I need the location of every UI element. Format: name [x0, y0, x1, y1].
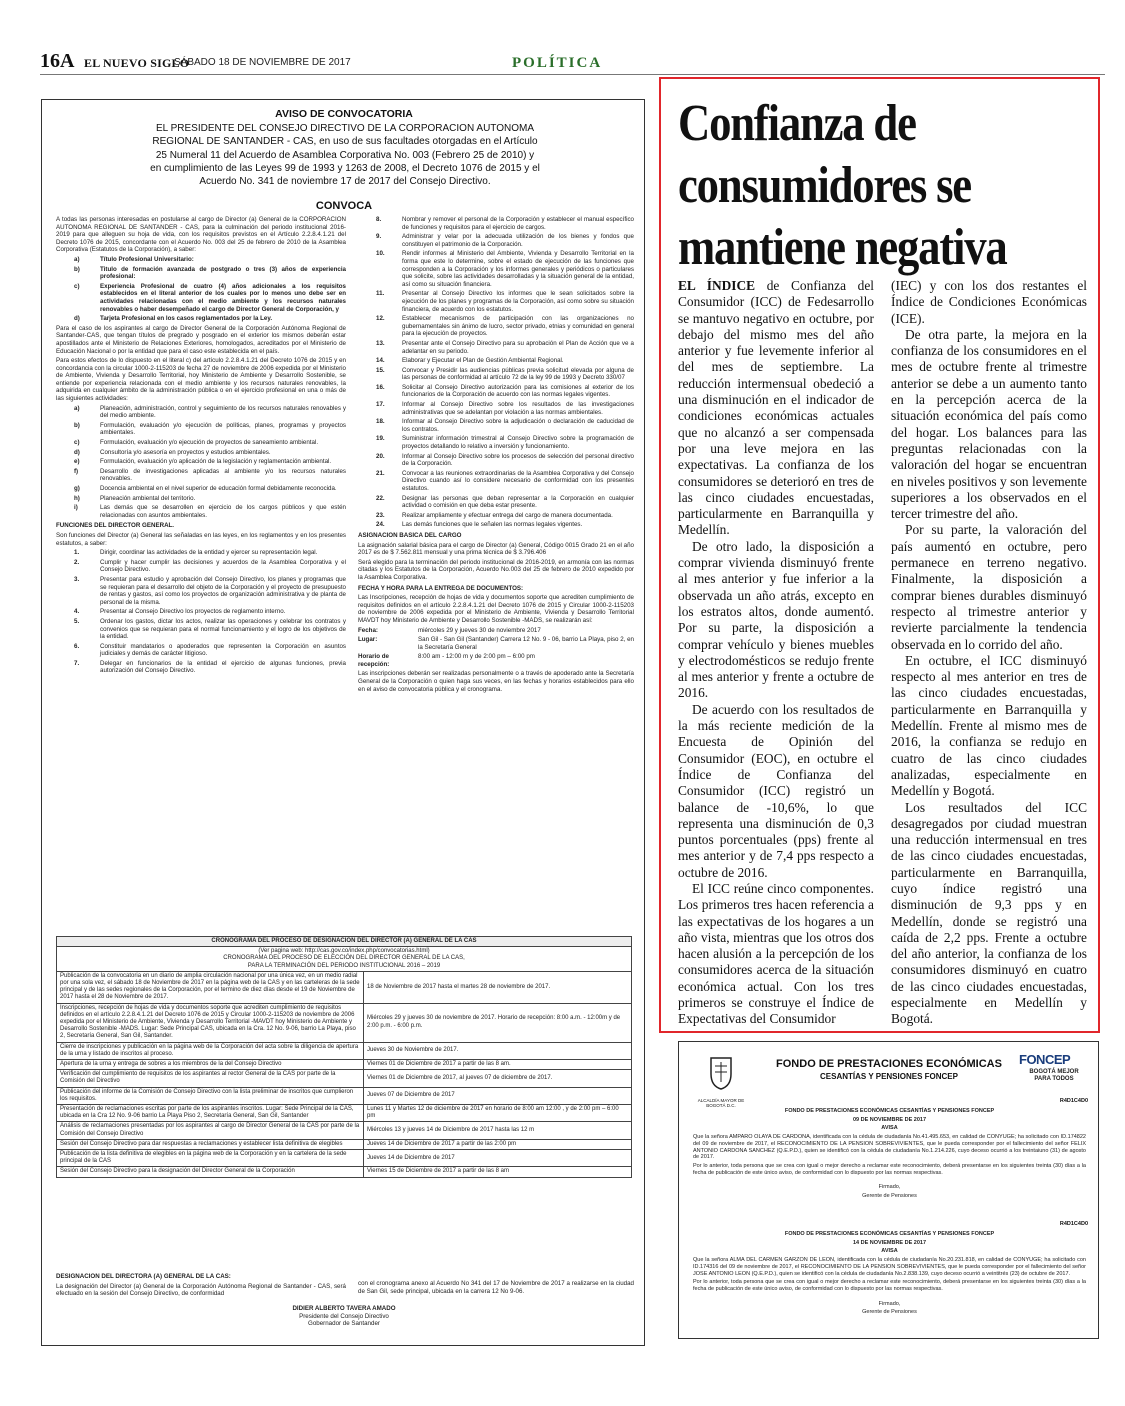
functions-heading: FUNCIONES DEL DIRECTOR GENERAL. [56, 522, 175, 530]
schedule-title: CRONOGRAMA DEL PROCESO DE DESIGNACION DEL DIRECTOR (A) GENERAL DE LA CAS [57, 937, 632, 947]
list-item: 23. Realizar ampliamente y efectuar entrega del cargo de manera documentada. [376, 511, 613, 519]
horario-row: Horario de recepción: 8:00 am - 12:00 m y de 2:00 pm – 6:00 pm [358, 653, 535, 668]
schedule-date: Viernes 15 de Diciembre de 2017 a partir de las 8 am [364, 1167, 632, 1177]
schedule-date: Jueves 14 de Diciembre de 2017 [364, 1150, 632, 1167]
list-item: 14. Elaborar y Ejecutar el Plan de Gestión Ambiental Regional. [376, 357, 564, 365]
notice-paragraph: Son funciones del Director (a) General las señaladas en las leyes, en los reglamentos y en los presentes estatutos, a saber: [56, 531, 346, 547]
table-row [57, 1122, 632, 1139]
notice-title: AVISO DE CONVOCATORIA [275, 108, 413, 120]
schedule-activity: Sesión del Consejo Directivo para dar respuestas a reclamaciones y establecer lista definitiva de elegibles [57, 1139, 364, 1149]
designation-text: con el cronograma anexo al Acuerdo No 341 del 17 de Noviembre de 2017 a realizarse en la ciudad de San Gil, sede principal, ubicada en la carrera 12 No 9-06. [358, 1280, 634, 1295]
signature-block [42, 1305, 646, 1328]
schedule-date: Miércoles 13 y jueves 14 de Diciembre de 2017 hasta las 12 m [364, 1122, 632, 1139]
designation-left [56, 1273, 346, 1300]
article-paragraph: El ICC reúne cinco componentes. Los primeros tres hacen referencia a las expectativas de los hogares a un año vista, mientras que los otros dos hacen alusión a la percepción de los consumidores acerca de la situación económica actual. Con los tres primeros se construye el Índice de Expectativas del Consumidor [678, 880, 874, 1027]
notice-paragraph: Para el caso de los aspirantes al cargo de Director General de la Corporación Autónoma Regional de Santander-CAS, que tengan títulos de pregrado y posgrado en el exterior los mismos deberán estar apostillados ante el Ministerio de Relaciones Exteriores, homologados, acreditados por el Ministerio de Educación Nacional o por la entidad que para el caso este establecida en el país. [56, 324, 346, 355]
list-item: 4. Presentar al Consejo Directivo los proyectos de reglamento interno. [74, 608, 286, 616]
list-item: 22. Designar las personas que deban representar a la Corporación en cualquier actividad o comisión en que deba estar presente. [376, 494, 634, 510]
list-item: 7. Delegar en funcionarios de la entidad el ejercicio de algunas funciones, previa autorización del Consejo Directivo. [74, 659, 346, 675]
schedule-table [56, 936, 632, 1178]
issue-date: SÁBADO 18 DE NOVIEMBRE DE 2017 [174, 57, 351, 68]
article-paragraph: De acuerdo con los resultados de la más reciente medición de la Encuesta de Opinión del Consumidor (EOC), en octubre el Índice de Confianza del Consumidor (ICC) registró un balance de -10,6%, lo que representa una disminución de 0,3 puntos porcentuales (pps) frente al mes anterior y de 7,4 pps respecto a octubre de 2016. [678, 701, 874, 880]
activities-list [56, 405, 346, 520]
table-row [57, 1003, 632, 1042]
docs-heading: FECHA Y HORA PARA LA ENTREGA DE DOCUMENTOS: [358, 584, 524, 592]
signature-name: DIDIER ALBERTO TAVERA AMADO [292, 1305, 396, 1312]
foncep-aviso-2: FONDO DE PRESTACIONES ECONÓMICAS CESANTÍAS Y PENSIONES FONCEP 14 DE NOVIEMBRE DE 2017 AVISA Que la señora ALMA DEL CARMEN GARZON DE LEON, identificada con la cédula de ciudadanía No.20.231.818, en calidad de CONYUGE; ha solicitado con ID.174316 del 09 de noviembre de 2017, el RECONOCIMIENTO DE LA PENSION SOBREVIVIENTES, que le pueda corresponder por el fallecimiento del señor JOSE ANTONIO LEON (Q.E.P.D.), quien se identificó con la cédula de ciudadanía No.2.838.139, cuyo deceso ocurrió a veintitrés (23) de octubre de 2017. Por lo anterior, toda persona que se crea con igual o mejor derecho a reclamar este reconocimiento, deberá presentarse en los siguientes treinta (30) días a la fecha de publicación de este único aviso, de conformidad con lo dispuesto por las normas respectivas. Firmado, Gerente de Pensiones [693, 1231, 1086, 1316]
salary-text: La asignación salarial básica para el cargo de Director (a) General, Código 0015 Grado 21 en el año 2017 es de $ 7.562.811 mensual y una prima técnica de $ 3.796.406 [358, 541, 634, 557]
foncep-subtitle: CESANTÍAS Y PENSIONES FONCEP [820, 1072, 958, 1081]
schedule-header: (Ver pagina web: http://cas.gov.co/index.php/convocatorias.html) CRONOGRAMA DEL PROCESO DE ELECCIÓN DEL DIRECTOR GENERAL DE LA CAS, PARA LA TERMINACIÓN DEL PERIODO INSTITUCIONAL 2016 – 2019 [57, 947, 632, 972]
list-item: 20. Informar al Consejo Directivo sobre los procesos de selección del personal directivo de la Corporación. [376, 452, 634, 468]
schedule-activity: Apertura de la urna y entrega de sobres a los miembros de la del Consejo Directivo [57, 1060, 364, 1070]
functions-list-left [56, 549, 346, 675]
list-item: 2. Cumplir y hacer cumplir las decisiones y acuerdos de la Asamblea Corporativa y el Consejo Directivo. [74, 558, 346, 574]
designation-text: La designación del Director (a) General de la Corporación Autónoma Regional de Santander - CAS, será efectuado en la sesión del Consejo Directivo, de conformidad [56, 1282, 346, 1298]
list-item: c) Experiencia Profesional de cuatro (4) años adicionales a los requisitos establecidos en el literal anterior de los cuales por lo menos uno debe ser en actividades relacionadas con el medio ambiente y los recursos naturales renovables o haber desempeñado el cargo de Director General de Corporación, y [74, 282, 346, 313]
article-paragraph: Por su parte, la valoración del país aumentó en octubre, pero permanece en terreno negativo. Finalmente, la disposición a comprar bienes durables disminuyó respecto al trimestre anterior y revierte parcialmente la tendencia observada en lo corrido del año. [891, 522, 1087, 652]
list-item: 17. Informar al Consejo Directivo sobre los resultados de las investigaciones administrativas que se adelantan por violación a las normas ambientales. [376, 401, 634, 416]
bogota-shield-icon [709, 1056, 733, 1090]
list-item: 6. Constituir mandatarios o apoderados que representen la Corporación en asuntos judiciales y demás de carácter litigioso. [74, 642, 346, 658]
page-number: 16A [40, 50, 75, 72]
foncep-title: FONDO DE PRESTACIONES ECONÓMICAS [776, 1058, 1002, 1070]
table-row [57, 1070, 632, 1087]
alcaldia-label: ALCALDÍA MAYOR DE BOGOTÁ D.C. [697, 1098, 745, 1108]
schedule-date: Jueves 14 de Diciembre de 2017 a partir de las 2:00 pm [364, 1139, 632, 1149]
newspaper-name: EL NUEVO SIGLO [84, 56, 190, 70]
schedule-activity: Publicación de la convocatoria en un diario de amplia circulación nacional por una única vez, en un medio radial por una sola vez, el sábado 18 de Noviembre de 2017 en la página web de la CAS y en las carteleras de la sede principal y de las sedes regionales de la Corporación, por el termino de diez días desde el 19 de Noviembre de 2017 hasta el 28 de Noviembre de 2017. [57, 971, 364, 1003]
table-row [57, 1150, 632, 1167]
article-paragraph: De otra parte, la mejora en la confianza de los consumidores en el mes de octubre frente al trimestre anterior se debe a un aumento tanto en la percepción acerca de la situación económica del país como del hogar. Los balances para las preguntas relacionadas con la valoración del hogar se encuentran en niveles positivos y son levemente superiores a los observados en el tercer trimestre del año. [891, 326, 1087, 522]
article-paragraph: (IEC) y con los dos restantes el Índice de Condiciones Económicas (ICE). [891, 278, 1087, 326]
list-item: 1. Dirigir, coordinar las actividades de la entidad y ejercer su representación legal. [74, 549, 318, 557]
notice-intro: EL PRESIDENTE DEL CONSEJO DIRECTIVO DE LA CORPORACION AUTONOMA REGIONAL DE SANTANDER - CAS, en uso de sus facultades otorgadas en el Artículo 25 Numeral 11 del Acuerdo de Asamblea Corporativa No. 003 (Febrero 25 de 2010) y en cumplimiento de las Leyes 99 de 1993 y 1263 de 2008, el Decreto 1076 de 2015 y el Acuerdo No. 341 de noviembre 17 de 2017 del Consejo Directivo. [150, 123, 540, 188]
foncep-notice [678, 1041, 1099, 1339]
list-item: 5. Ordenar los gastos, dictar los actos, realizar las operaciones y celebrar los contratos y convenios que se requieran para el normal funcionamiento y el logro de los objetivos de la entidad. [74, 617, 346, 641]
article-column-1 [678, 278, 874, 1028]
period-text: Será elegido para la terminación del periodo institucional de 2016-2019, en armonía con las normas citadas y los Estatutos de la Corporación, Acuerdo No.003 del 25 de febrero de 2010 expedido por la Asamblea Corporativa. [358, 558, 634, 581]
list-item: 19. Suministrar información trimestral al Consejo Directivo sobre la programación de proyectos detallando lo relativo a inversión y funcionamiento. [376, 435, 634, 451]
schedule-activity: Presentación de reclamaciones escritas por parte de los aspirantes inscritos. Lugar: Sede Principal de la CAS, ubicada en la Cra 12 No. 9-06 barrio La Playa Piso 2, Secretaría General, San Gil, Santander [57, 1105, 364, 1122]
list-item: 8. Nombrar y remover el personal de la Corporación y establecer el manual específico de funciones y requisitos para el ejercicio de cargos. [376, 216, 634, 231]
signature-role: Presidente del Consejo Directivo [299, 1312, 389, 1320]
table-row [57, 1042, 632, 1059]
schedule-date: 18 de Noviembre de 2017 hasta el martes 28 de noviembre de 2017. [364, 971, 632, 1003]
list-item: h) Planeación ambiental del territorio. [74, 494, 196, 502]
list-item: 13. Presentar ante el Consejo Directivo para su aprobación el Plan de Acción que ve a adelantar en su periodo. [376, 339, 634, 355]
schedule-date: Jueves 30 de Noviembre de 2017. [364, 1042, 632, 1059]
list-item: 10. Rendir informes al Ministerio del Ambiente, Vivienda y Desarrollo Territorial en la forma que este lo determine, sobre el estado de ejecución de las funciones que corresponden a la Corporación y los informes generales y periódicos o particulares que solicite, sobre las actividades desarrolladas y la situación general de la entidad, así como su situación financiera. [376, 250, 634, 288]
list-item: g) Docencia ambiental en el nivel superior de educación formal debidamente reconocida. [74, 485, 337, 492]
schedule-activity: Sesión del Consejo Directivo para la designación del Director General de la Corporación [57, 1167, 364, 1177]
schedule-activity: Publicación del informe de la Comisión de Consejo Directivo con la lista preliminar de inscritos que cumplieron los requisitos. [57, 1087, 364, 1104]
notice-paragraph: Para estos efectos de lo dispuesto en el literal c) del artículo 2.2.8.4.1.21 del Decreto 1076 de 2015 y en concordancia con la circular 1000-2-115203 de fecha 27 de noviembre de 2006 expedida por el Ministerio de Ambiente, Vivienda y Desarrollo Territorial, hoy Ministerio de Ambiente y Desarrollo Sostenible, se entiende por experiencia relacionada con el medio ambiente y los recursos naturales renovables, la adquirida en cualquier ámbito de la administración pública o en el ejercicio profesional en una o más de las siguientes actividades: [56, 357, 346, 403]
notice-convoca: CONVOCA [315, 200, 373, 212]
header-rule [40, 74, 1105, 75]
schedule-date: Viernes 01 de Diciembre de 2017 a partir de las 8 am. [364, 1060, 632, 1070]
table-row [57, 1105, 632, 1122]
foncep-logo: FONCEP BOGOTÁ MEJOR PARA TODOS [1019, 1052, 1079, 1082]
article-column-2 [891, 278, 1087, 1028]
schedule-date: Lunes 11 y Martes 12 de diciembre de 2017 en horario de 8:00 am 12:00 , y de 2:00 pm – 6:00 pm [364, 1105, 632, 1122]
list-item: 18. Informar al Consejo Directivo sobre la adjudicación o declaración de caducidad de los contratos. [376, 418, 634, 433]
table-row [57, 1139, 632, 1149]
list-item: 15. Convocar y Presidir las audiencias públicas previa solicitud elevada por alguna de las personas de conformidad al artículo 72 de la ley 99 de 1993 y Decreto 330/07 [376, 366, 634, 382]
notice-code: R4D1C4D0 [1059, 1098, 1088, 1104]
designation-heading: DESIGNACION DEL DIRECTORA (A) GENERAL DE LA CAS: [56, 1273, 231, 1280]
foncep-aviso-1: FONDO DE PRESTACIONES ECONÓMICAS CESANTÍAS Y PENSIONES FONCEP 09 DE NOVIEMBRE DE 2017 AVISA Que la señora AMPARO OLAYA DE CARDONA, identificada con la cédula de ciudadanía No.41.495.653, en calidad de CONYUGE; ha solicitado con ID.174822 del 09 de noviembre de 2017, el RECONOCIMIENTO DE LA PENSION SOBREVIVIENTES, que le pueda corresponder por el fallecimiento del señor FELIX ANTONIO CARDONA SANCHEZ (Q.E.P.D.), quien se identificó con la cédula de ciudadanía No.1.214.226, cuyo deceso ocurrió a los treintaiuno (31) de agosto de 2017. Por lo anterior, toda persona que se crea con igual o mejor derecho a reclamar este reconocimiento, deberá presentarse en los siguientes treinta (30) días a la fecha de publicación de este único aviso, de conformidad con lo dispuesto por las normas respectivas. Firmado, Gerente de Pensiones [693, 1108, 1086, 1200]
notice-left-column [56, 216, 346, 677]
list-item: i) Las demás que se desarrollen en ejercicio de los cargos públicos y que estén relacionadas con asuntos ambientales. [74, 504, 346, 519]
article-headline: Confianza de consumidores se mantiene negativa [678, 95, 1007, 276]
schedule-activity: Inscripciones, recepción de hojas de vida y documentos soporte que acrediten cumplimiento de requisitos definidos en el artículo 2.2.8.4.1.21 del Decreto 1076 de 2015 y Circular 1000-2-115203 de noviembre de 2006 expedida por el Ministerio de Ambiente, Vivienda y Desarrollo Territorial -MAVDT hoy Ministerio de Ambiente y Desarrollo Sostenible -MADS. Lugar: Sede Principal CAS, ubicada en la Cra. 12 No. 9-06, barrio La Playa, piso 2, Secretaría General, San Gil, Santander. [57, 1003, 364, 1042]
fecha-row: Fecha: miércoles 29 y jueves 30 de noviembre 2017 [358, 626, 541, 634]
schedule-activity: Publicación de la lista definitiva de elegibles en la página web de la Corporación y en la cartelera de la sede principal de la CAS [57, 1150, 364, 1167]
list-item: c) Formulación, evaluación y/o ejecución de proyectos de saneamiento ambiental. [74, 439, 319, 447]
designation-right [358, 1280, 634, 1297]
list-item: 12. Establecer mecanismos de participación con las organizaciones no gubernamentales sin ánimo de lucro, sector privado, etnias y comunidad en general para la ejecución de proyectos. [376, 315, 634, 338]
schedule-date: Viernes 01 de Diciembre de 2017, al jueves 07 de diciembre de 2017. [364, 1070, 632, 1087]
list-item: f) Desarrollo de investigaciones aplicadas al ambiente y/o los recursos naturales renovables. [74, 467, 346, 483]
notice-paragraph: A todas las personas interesadas en postularse al cargo de Director (a) General de la CORPORACION AUTONOMA REGIONAL DE SANTANDER - CAS, para la culminación del periodo institucional 2016-2019 para que alleguen su hoja de vida, con los requisitos previstos en el Artículo 2.2.8.4.1.21 del Decreto 1076 de 2015, concordante con el Acuerdo No. 003 del 25 de febrero de 2010 de la Asamblea Corporativa (Estatutos de la Corporación), a saber: [56, 216, 346, 254]
article-paragraph: EL ÍNDICE de Confianza del Consumidor (ICC) de Fedesarrollo se mantuvo negativo en octubre, por debajo del mismo mes del año anterior y fue levemente inferior al del mes de septiembre. La reducción intermensual obedeció a una disminución en el indicador de condiciones económicas actuales que no alcanzó a ser compensada por una leve mejora en las expectativas. La confianza de los consumidores se deterioró en tres de las cinco ciudades encuestadas, particularmente en Barranquilla y Medellín. [678, 278, 874, 538]
schedule-activity: Verificación del cumplimiento de requisitos de los aspirantes al rector General de la CAS por parte de la Comisión del Directivo [57, 1070, 364, 1087]
schedule-date: Jueves 07 de Diciembre de 2017 [364, 1087, 632, 1104]
article-paragraph: De otro lado, la disposición a comprar vivienda disminuyó frente al mes anterior y fue inferior a la observada un año atrás, excepto en los estratos altos, donde aumentó. Por su parte, la disposición a comprar vehículo y bienes muebles y electrodomésticos se redujo frente al mes anterior y frente a octubre de 2016. [678, 538, 874, 701]
list-item: b) Formulación, evaluación y/o ejecución de políticas, planes, programas y proyectos ambientales. [74, 421, 346, 437]
list-item: 3. Presentar para estudio y aprobación del Consejo Directivo, los planes y programas que se requieran para el desarrollo del objeto de la Corporación y el proyecto de presupuesto de rentas y gastos, así como los proyectos de organización administrativa y de planta de personal de la misma. [74, 575, 346, 606]
list-item: a) Planeación, administración, control y seguimiento de los recursos naturales renovables y del medio ambiente. [74, 404, 346, 420]
list-item: 9. Administrar y velar por la adecuada utilización de los bienes y fondos que constituyen el patrimonio de la Corporación. [376, 233, 634, 248]
inscrip-text: Las inscripciones deberán ser realizadas personalmente o a través de apoderado ante la Secretaría General de la Corporación o quien haga sus veces, en las fechas y horarios establecidos para ello en el aviso de convocatoria pública y el cronograma. [358, 670, 634, 693]
functions-list-right [358, 216, 634, 529]
list-item: e) Formulación, evaluación y/o aplicación de la legislación y reglamentación ambiental. [74, 458, 332, 466]
table-row [57, 1060, 632, 1070]
list-item: a) Título Profesional Universitario: [74, 255, 194, 263]
notice-code: R4D1C4D0 [1059, 1221, 1088, 1227]
schedule-date: Miércoles 29 y jueves 30 de noviembre de 2017. Horario de recepción: 8:00 a.m. - 12:00m y de 2:00 p.m. - 6:00 p.m. [364, 1003, 632, 1042]
list-item: 24. Las demás funciones que le señalen las normas legales vigentes. [376, 521, 583, 529]
docs-text: Las Inscripciones, recepción de hojas de vida y documentos soporte que acrediten cumplimiento de requisitos definidos en el artículo 2.2.8.4.1.21 del Decreto 1076 de 2015 y Circular 1000-2-115203 de noviembre de 2006 expedida por el Ministerio de Ambiente, Vivienda y Desarrollo Territorial MAVDT hoy Ministerio de Ambiente y Desarrollo Sostenible -MADS, se realizarán así: [358, 594, 634, 624]
list-item: d) Tarjeta Profesional en los casos reglamentados por la Ley. [74, 315, 273, 323]
list-item: 11. Presentar al Consejo Directivo los informes que le sean solicitados sobre la ejecución de los planes y programas de la Corporación, así como sobre su situación financiera, de acuerdo con los estatutos. [376, 290, 634, 313]
signature-role: Gobernador de Santander [308, 1320, 380, 1328]
section-name: POLÍTICA [512, 55, 603, 71]
salary-heading: ASIGNACION BASICA DEL CARGO [358, 531, 462, 539]
notice-right-column [358, 216, 634, 695]
list-item: d) Consultoría y/o asesoría en proyectos y estudios ambientales. [74, 448, 271, 456]
list-item: 21. Convocar a las reuniones extraordinarias de la Asamblea Corporativa y del Consejo Directivo cuando así lo considere necesario de conformidad con los presentes estatutos. [376, 469, 634, 492]
table-row [57, 1087, 632, 1104]
article-paragraph: En octubre, el ICC disminuyó respecto al mes anterior en tres de las cinco ciudades encuestadas, particularmente en Barranquilla y Medellín. Frente al mismo mes de 2016, la confianza se redujo en cuatro de las cinco ciudades analizadas, especialmente en Medellín y Bogotá. [891, 652, 1087, 799]
list-item: b) Titulo de formación avanzada de postgrado o tres (3) años de experiencia profesional: [74, 265, 346, 281]
list-item: 16. Solicitar al Consejo Directivo autorización para las comisiones al exterior de los funcionarios de la Corporación de acuerdo con las normas legales vigentes. [376, 383, 634, 399]
requirements-list [56, 256, 346, 323]
table-row [57, 971, 632, 1003]
article-paragraph: Los resultados del ICC desagregados por ciudad muestran una reducción intermensual en tres de las cinco ciudades encuestadas, particularmente en Barranquilla, cuyo índice registró una disminución de 9,3 pps y en Medellín, donde se registró una caída de 2,2 pps. Frente a octubre del año anterior, la confianza de los consumidores disminuyó en cuatro de las cinco ciudades encuestadas, especialmente en Medellín y Bogotá. [891, 799, 1087, 1027]
schedule-activity: Análisis de reclamaciones presentadas por los aspirantes al cargo de Director General de la CAS por parte de la Comisión del Consejo Directivo [57, 1122, 364, 1139]
table-row [57, 1167, 632, 1177]
lugar-row: Lugar: San Gil - San Gil (Santander) Carrera 12 No. 9 - 06, barrio La Playa, piso 2, en la Secretaría General [358, 636, 634, 651]
schedule-activity: Cierre de inscripciones y publicación en la página web de la Corporación del acta sobre la diligencia de apertura de la urna y listado de inscritos al proceso. [57, 1042, 364, 1059]
convocatoria-notice [41, 99, 645, 1346]
